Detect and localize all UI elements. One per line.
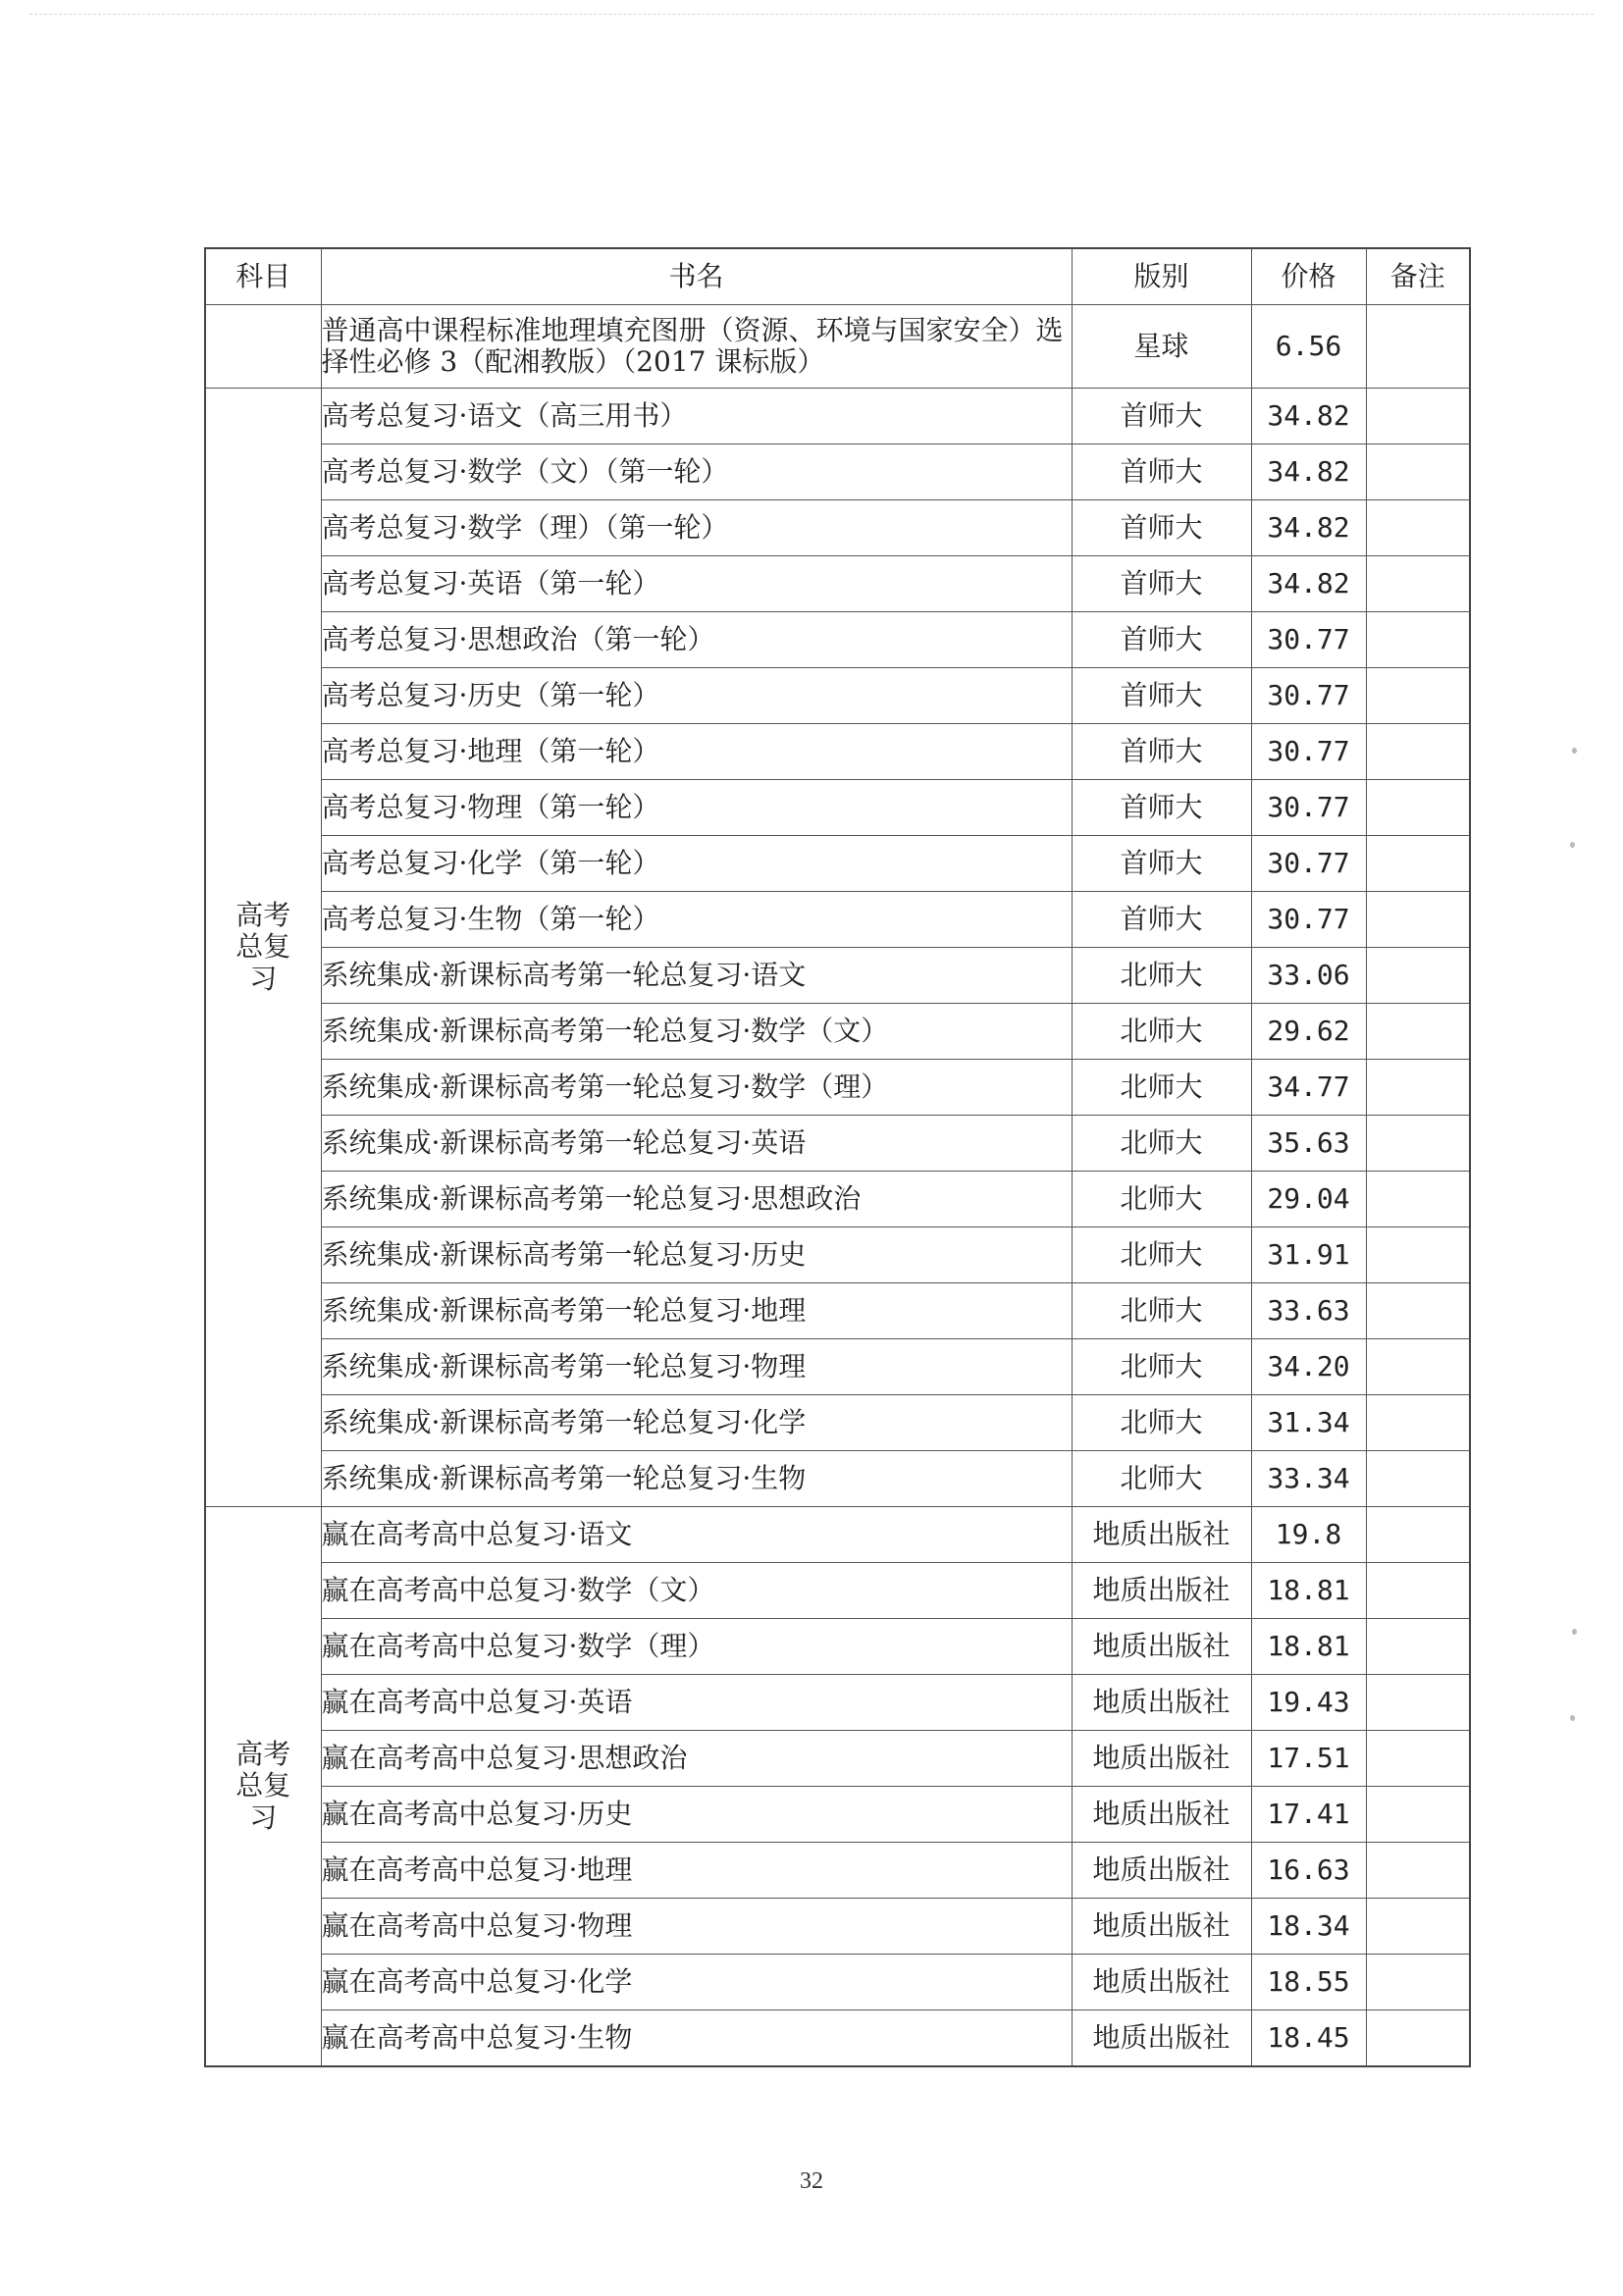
scan-top-rule — [29, 14, 1594, 15]
book-name-cell: 赢在高考高中总复习·化学 — [321, 1955, 1072, 2010]
note-cell — [1366, 1227, 1470, 1283]
note-cell — [1366, 1843, 1470, 1899]
book-name-cell: 赢在高考高中总复习·数学（理） — [321, 1619, 1072, 1675]
note-cell — [1366, 1060, 1470, 1116]
note-cell — [1366, 500, 1470, 556]
book-name-cell: 系统集成·新课标高考第一轮总复习·数学（文） — [321, 1004, 1072, 1060]
note-cell — [1366, 305, 1470, 389]
edition-cell: 星球 — [1072, 305, 1251, 389]
note-cell — [1366, 1172, 1470, 1227]
book-name-cell: 系统集成·新课标高考第一轮总复习·化学 — [321, 1395, 1072, 1451]
table-row — [205, 1731, 1470, 1787]
table-row — [205, 1283, 1470, 1339]
book-name-cell: 系统集成·新课标高考第一轮总复习·物理 — [321, 1339, 1072, 1395]
edition-cell: 首师大 — [1072, 668, 1251, 724]
subject-group-cell — [205, 389, 321, 1507]
table-row — [205, 1451, 1470, 1507]
price-cell: 34.20 — [1251, 1339, 1366, 1395]
edition-cell: 地质出版社 — [1072, 1675, 1251, 1731]
book-name-cell: 系统集成·新课标高考第一轮总复习·语文 — [321, 948, 1072, 1004]
scan-speck — [1572, 748, 1577, 754]
table-row — [205, 305, 1470, 389]
table-row — [205, 612, 1470, 668]
table-row — [205, 1563, 1470, 1619]
edition-cell: 首师大 — [1072, 780, 1251, 836]
edition-cell: 首师大 — [1072, 500, 1251, 556]
price-cell: 33.63 — [1251, 1283, 1366, 1339]
edition-cell: 地质出版社 — [1072, 1899, 1251, 1955]
header-edition: 版别 — [1072, 248, 1251, 305]
price-cell: 19.43 — [1251, 1675, 1366, 1731]
table-row — [205, 948, 1470, 1004]
table-row — [205, 1899, 1470, 1955]
note-cell — [1366, 948, 1470, 1004]
header-subject: 科目 — [205, 248, 321, 305]
table-row — [205, 1227, 1470, 1283]
table-row — [205, 836, 1470, 892]
note-cell — [1366, 780, 1470, 836]
table-row — [205, 1116, 1470, 1172]
book-name-cell: 系统集成·新课标高考第一轮总复习·生物 — [321, 1451, 1072, 1507]
note-cell — [1366, 1731, 1470, 1787]
note-cell — [1366, 1899, 1470, 1955]
table-body — [205, 305, 1470, 2067]
subject-group-cell — [205, 1507, 321, 2067]
table-row — [205, 1395, 1470, 1451]
edition-cell: 首师大 — [1072, 724, 1251, 780]
note-cell — [1366, 1563, 1470, 1619]
table-row — [205, 1339, 1470, 1395]
edition-cell: 北师大 — [1072, 1060, 1251, 1116]
table-row — [205, 1843, 1470, 1899]
book-name-cell: 系统集成·新课标高考第一轮总复习·数学（理） — [321, 1060, 1072, 1116]
table-row — [205, 556, 1470, 612]
table-row — [205, 500, 1470, 556]
note-cell — [1366, 1675, 1470, 1731]
scan-speck — [1570, 842, 1575, 848]
edition-cell: 地质出版社 — [1072, 1843, 1251, 1899]
price-cell: 34.82 — [1251, 389, 1366, 444]
table-row — [205, 389, 1470, 444]
table-header-row — [205, 248, 1470, 305]
edition-cell: 地质出版社 — [1072, 1619, 1251, 1675]
price-cell: 34.82 — [1251, 500, 1366, 556]
price-cell: 18.81 — [1251, 1563, 1366, 1619]
note-cell — [1366, 1619, 1470, 1675]
edition-cell: 地质出版社 — [1072, 2010, 1251, 2067]
book-name-cell: 赢在高考高中总复习·数学（文） — [321, 1563, 1072, 1619]
edition-cell: 首师大 — [1072, 444, 1251, 500]
subject-group-label: 高考总复习 — [236, 1738, 291, 1834]
book-name-cell: 高考总复习·化学（第一轮） — [321, 836, 1072, 892]
subject-cell — [205, 305, 321, 389]
table-row — [205, 724, 1470, 780]
note-cell — [1366, 556, 1470, 612]
price-cell: 33.34 — [1251, 1451, 1366, 1507]
note-cell — [1366, 836, 1470, 892]
table-row — [205, 1507, 1470, 1563]
price-cell: 31.91 — [1251, 1227, 1366, 1283]
note-cell — [1366, 1955, 1470, 2010]
book-name-cell: 系统集成·新课标高考第一轮总复习·思想政治 — [321, 1172, 1072, 1227]
book-name-cell: 赢在高考高中总复习·思想政治 — [321, 1731, 1072, 1787]
scan-speck — [1572, 1629, 1577, 1635]
page-number: 32 — [800, 2168, 823, 2194]
edition-cell: 北师大 — [1072, 1451, 1251, 1507]
edition-cell: 首师大 — [1072, 389, 1251, 444]
price-cell: 34.82 — [1251, 444, 1366, 500]
price-cell: 6.56 — [1251, 305, 1366, 389]
price-cell: 30.77 — [1251, 612, 1366, 668]
price-cell: 33.06 — [1251, 948, 1366, 1004]
price-cell: 30.77 — [1251, 780, 1366, 836]
note-cell — [1366, 2010, 1470, 2067]
price-cell: 29.04 — [1251, 1172, 1366, 1227]
header-book-name: 书名 — [321, 248, 1072, 305]
price-cell: 17.51 — [1251, 1731, 1366, 1787]
table-row — [205, 1619, 1470, 1675]
price-cell: 30.77 — [1251, 836, 1366, 892]
note-cell — [1366, 1116, 1470, 1172]
book-name-cell: 赢在高考高中总复习·历史 — [321, 1787, 1072, 1843]
book-name-cell: 高考总复习·生物（第一轮） — [321, 892, 1072, 948]
price-cell: 34.82 — [1251, 556, 1366, 612]
note-cell — [1366, 724, 1470, 780]
price-cell: 17.41 — [1251, 1787, 1366, 1843]
edition-cell: 北师大 — [1072, 1004, 1251, 1060]
edition-cell: 北师大 — [1072, 1339, 1251, 1395]
price-cell: 31.34 — [1251, 1395, 1366, 1451]
note-cell — [1366, 1339, 1470, 1395]
table-row — [205, 892, 1470, 948]
book-name-cell: 高考总复习·数学（理）（第一轮） — [321, 500, 1072, 556]
edition-cell: 首师大 — [1072, 612, 1251, 668]
table-row — [205, 444, 1470, 500]
note-cell — [1366, 668, 1470, 724]
note-cell — [1366, 612, 1470, 668]
price-cell: 18.34 — [1251, 1899, 1366, 1955]
note-cell — [1366, 892, 1470, 948]
book-name-cell: 赢在高考高中总复习·语文 — [321, 1507, 1072, 1563]
edition-cell: 首师大 — [1072, 836, 1251, 892]
table-row — [205, 1060, 1470, 1116]
header-note: 备注 — [1366, 248, 1470, 305]
book-name-cell: 高考总复习·历史（第一轮） — [321, 668, 1072, 724]
table-row — [205, 668, 1470, 724]
price-cell: 30.77 — [1251, 668, 1366, 724]
book-name-cell: 普通高中课程标准地理填充图册（资源、环境与国家安全）选择性必修 3（配湘教版）（2017 课标版） — [321, 305, 1072, 389]
textbook-price-table — [204, 247, 1471, 2067]
book-name-cell: 高考总复习·英语（第一轮） — [321, 556, 1072, 612]
book-name-cell: 高考总复习·思想政治（第一轮） — [321, 612, 1072, 668]
price-cell: 18.55 — [1251, 1955, 1366, 2010]
book-name-cell: 系统集成·新课标高考第一轮总复习·英语 — [321, 1116, 1072, 1172]
scan-speck — [1570, 1715, 1575, 1721]
table-row — [205, 1955, 1470, 2010]
edition-cell: 北师大 — [1072, 1116, 1251, 1172]
book-name-cell: 系统集成·新课标高考第一轮总复习·地理 — [321, 1283, 1072, 1339]
price-cell: 19.8 — [1251, 1507, 1366, 1563]
note-cell — [1366, 1507, 1470, 1563]
edition-cell: 地质出版社 — [1072, 1787, 1251, 1843]
book-name-cell: 赢在高考高中总复习·英语 — [321, 1675, 1072, 1731]
price-cell: 34.77 — [1251, 1060, 1366, 1116]
book-name-cell: 高考总复习·语文（高三用书） — [321, 389, 1072, 444]
price-cell: 29.62 — [1251, 1004, 1366, 1060]
header-price: 价格 — [1251, 248, 1366, 305]
book-name-cell: 赢在高考高中总复习·物理 — [321, 1899, 1072, 1955]
edition-cell: 北师大 — [1072, 948, 1251, 1004]
price-cell: 35.63 — [1251, 1116, 1366, 1172]
note-cell — [1366, 389, 1470, 444]
book-name-cell: 高考总复习·地理（第一轮） — [321, 724, 1072, 780]
table-row — [205, 780, 1470, 836]
edition-cell: 北师大 — [1072, 1283, 1251, 1339]
table-row — [205, 1787, 1470, 1843]
table-row — [205, 1172, 1470, 1227]
note-cell — [1366, 1395, 1470, 1451]
edition-cell: 首师大 — [1072, 892, 1251, 948]
book-name-cell: 高考总复习·物理（第一轮） — [321, 780, 1072, 836]
edition-cell: 地质出版社 — [1072, 1955, 1251, 2010]
price-cell: 16.63 — [1251, 1843, 1366, 1899]
note-cell — [1366, 1451, 1470, 1507]
book-name-cell: 赢在高考高中总复习·地理 — [321, 1843, 1072, 1899]
note-cell — [1366, 444, 1470, 500]
note-cell — [1366, 1004, 1470, 1060]
table-row — [205, 1004, 1470, 1060]
edition-cell: 北师大 — [1072, 1395, 1251, 1451]
subject-group-label: 高考总复习 — [236, 899, 291, 995]
price-cell: 18.81 — [1251, 1619, 1366, 1675]
price-cell: 18.45 — [1251, 2010, 1366, 2067]
note-cell — [1366, 1283, 1470, 1339]
edition-cell: 北师大 — [1072, 1227, 1251, 1283]
book-name-cell: 高考总复习·数学（文）（第一轮） — [321, 444, 1072, 500]
edition-cell: 地质出版社 — [1072, 1563, 1251, 1619]
price-cell: 30.77 — [1251, 724, 1366, 780]
book-name-cell: 系统集成·新课标高考第一轮总复习·历史 — [321, 1227, 1072, 1283]
edition-cell: 首师大 — [1072, 556, 1251, 612]
book-name-cell: 赢在高考高中总复习·生物 — [321, 2010, 1072, 2067]
edition-cell: 地质出版社 — [1072, 1507, 1251, 1563]
price-cell: 30.77 — [1251, 892, 1366, 948]
edition-cell: 地质出版社 — [1072, 1731, 1251, 1787]
table-row — [205, 1675, 1470, 1731]
table-row — [205, 2010, 1470, 2067]
edition-cell: 北师大 — [1072, 1172, 1251, 1227]
note-cell — [1366, 1787, 1470, 1843]
